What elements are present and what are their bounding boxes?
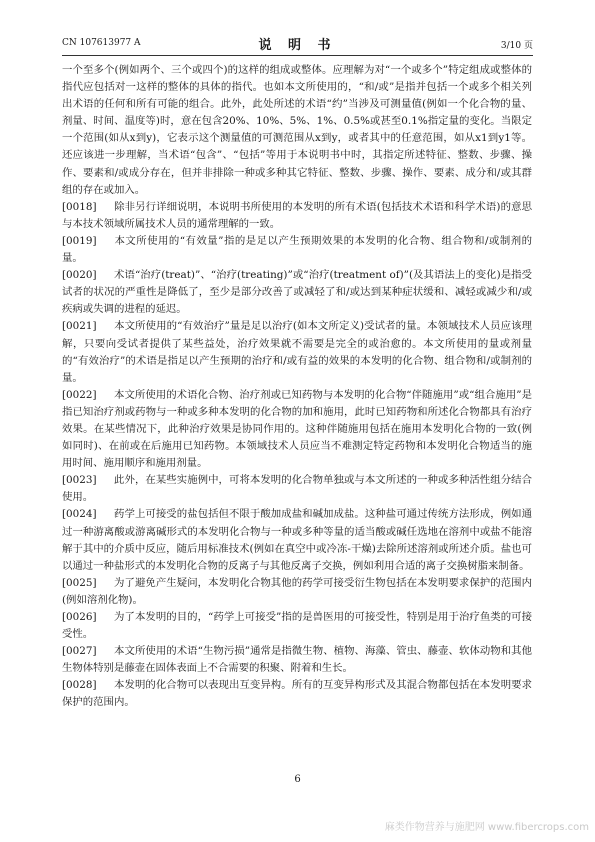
publication-number: CN 107613977 A: [62, 38, 141, 48]
paragraph-number: [0022]: [62, 388, 97, 401]
paragraph-text: 为了避免产生疑问，本发明化合物其他的药学可接受衍生物包括在本发明要求保护的范围内(例如溶剂化物)。: [62, 576, 532, 606]
paragraph-number: [0021]: [62, 320, 97, 333]
paragraph-0018: [62, 199, 532, 233]
paragraph-text: 本文所使用的“有效量”指的是足以产生预期效果的本发明的化合物、组合物和/或制剂的量。: [62, 234, 532, 265]
paragraph-text: 本文所使用的术语“生物污损”通常是指微生物、植物、海藻、管虫、藤壶、软体动物和其他生物体特别是藤壶在固体表面上不合需要的积聚、附着和生长。: [62, 645, 532, 675]
paragraph-number: [0027]: [62, 645, 97, 658]
paragraph-0025: [62, 575, 532, 609]
paragraph-number: [0020]: [62, 269, 97, 282]
paragraph-0019: [62, 233, 532, 267]
paragraph-0023: [62, 472, 532, 506]
paragraph-number: [0026]: [62, 611, 97, 623]
paragraph-text: 为了本发明的目的，“药学上可接受”指的是兽医用的可接受性，特别是用于治疗鱼类的可接受性。: [62, 611, 532, 641]
page-indicator: 3/10 页: [500, 41, 533, 51]
paragraph-0026: [62, 609, 532, 643]
paragraph-text: 药学上可接受的盐包括但不限于酸加成盐和碱加成盐。这种盐可通过传统方法形成，例如通过一种游离酸或游离碱形式的本发明化合物与一种或多种等量的适当酸或碱任选地在溶剂中或盐不能溶解于其中的介质中反应，随后用标准技术(例如在真空中或冷冻-干燥)去除所述溶剂或所述介质。盐也可以通过一种盐形式的本发明化合物的反离子与其他反离子交换，例如利用合适的离子交换树脂来制备。: [62, 508, 532, 572]
paragraph-0020: [62, 267, 532, 318]
paragraph-number: [0019]: [62, 234, 97, 247]
paragraph-number: [0025]: [62, 576, 97, 589]
paragraph-text: 本文所使用的“有效治疗”量是足以治疗(如本文所定义)受试者的量。本领域技术人员应该理解，只要向受试者提供了某些益处，治疗效果就不需要是完全的或治愈的。本文所使用的量或剂量的“有效治疗”的术语是指足以产生预期的治疗和/或有益的效果的本发明的化合物、组合物和/或制剂的量。: [62, 320, 532, 384]
paragraph-number: [0023]: [62, 474, 97, 487]
document-title: 说 明 书: [258, 38, 337, 53]
header-divider: [62, 55, 533, 56]
paragraph-0027: [62, 643, 532, 677]
paragraph-0024: [62, 506, 532, 574]
paragraph-text: 本发明的化合物可以表现出互变异构。所有的互变异构形式及其混合物都包括在本发明要求保护的范围内。: [62, 679, 532, 709]
paragraph-text: 术语“治疗(treat)”、“治疗(treating)”或“治疗(treatment of)”(及其语法上的变化)是指受试者的状况的严重性是降低了，至少是部分改善了或减轻了和/或达到某种症状缓和、减轻或减少和/或疾病或失调的进程的延迟。: [62, 269, 532, 316]
paragraph-text: 本文所使用的术语化合物、治疗剂或已知药物与本发明的化合物“伴随施用”或“组合施用”是指已知治疗剂或药物与一种或多种本发明的化合物的加和施用，此时已知药物和所述化合物都具有治疗效果。在某些情况下，此种治疗效果是协同作用的。这种伴随施用包括在施用本发明化合物的一致(例如同时)、在前或在后施用已知药物。本领域技术人员应当不难测定特定药物和本发明化合物适当的施用时间、施用顺序和施用剂量。: [62, 388, 532, 470]
paragraph-0028: [62, 677, 532, 711]
paragraph-number: [0024]: [62, 508, 97, 521]
watermark: 麻类作物营养与施肥网 www.fibercrops.com: [384, 822, 589, 833]
paragraph-continuation: 一个至多个(例如两个、三个或四个)的这样的组成或整体。应理解为对“一个或多个”特定组成或整体的指代应包括对一这样的整体的具体的指代。也如本文所使用的，“和/或”是指并包括一个或多个相关列出术语的任何和所有可能的组合。此外，此处所述的术语“约”当涉及可测量值(例如一个化合物的量、剂量、时间、温度等)时，意在包含20%、10%、5%、1%、0.5%或甚至0.1%指定量的变化。当限定一个范围(如从x到y)，它表示这个测量值的可测范围从x到y，或者其中的任意范围，如从x1到y1等。还应该进一步理解，当术语“包含”、“包括”等用于本说明书中时，其指定所述特征、整数、步骤、操作、要素和/或成分存在，但并非排除一种或多种其它特征、整数、步骤、操作、要素、成分和/或其群组的存在或加入。: [62, 64, 532, 196]
paragraph-0021: [62, 318, 532, 386]
document-body: [62, 62, 532, 712]
paragraph-text: 除非另行详细说明，本说明书所使用的本发明的所有术语(包括技术术语和科学术语)的意思与本技术领域所属技术人员的通常理解的一致。: [62, 200, 532, 230]
page-number: 6: [294, 774, 301, 785]
paragraph-0022: [62, 387, 532, 472]
paragraph-text: 此外，在某些实施例中，可将本发明的化合物单独或与本文所述的一种或多种活性组分结合使用。: [62, 474, 532, 504]
paragraph-number: [0018]: [62, 200, 97, 213]
paragraph-number: [0028]: [62, 679, 97, 692]
